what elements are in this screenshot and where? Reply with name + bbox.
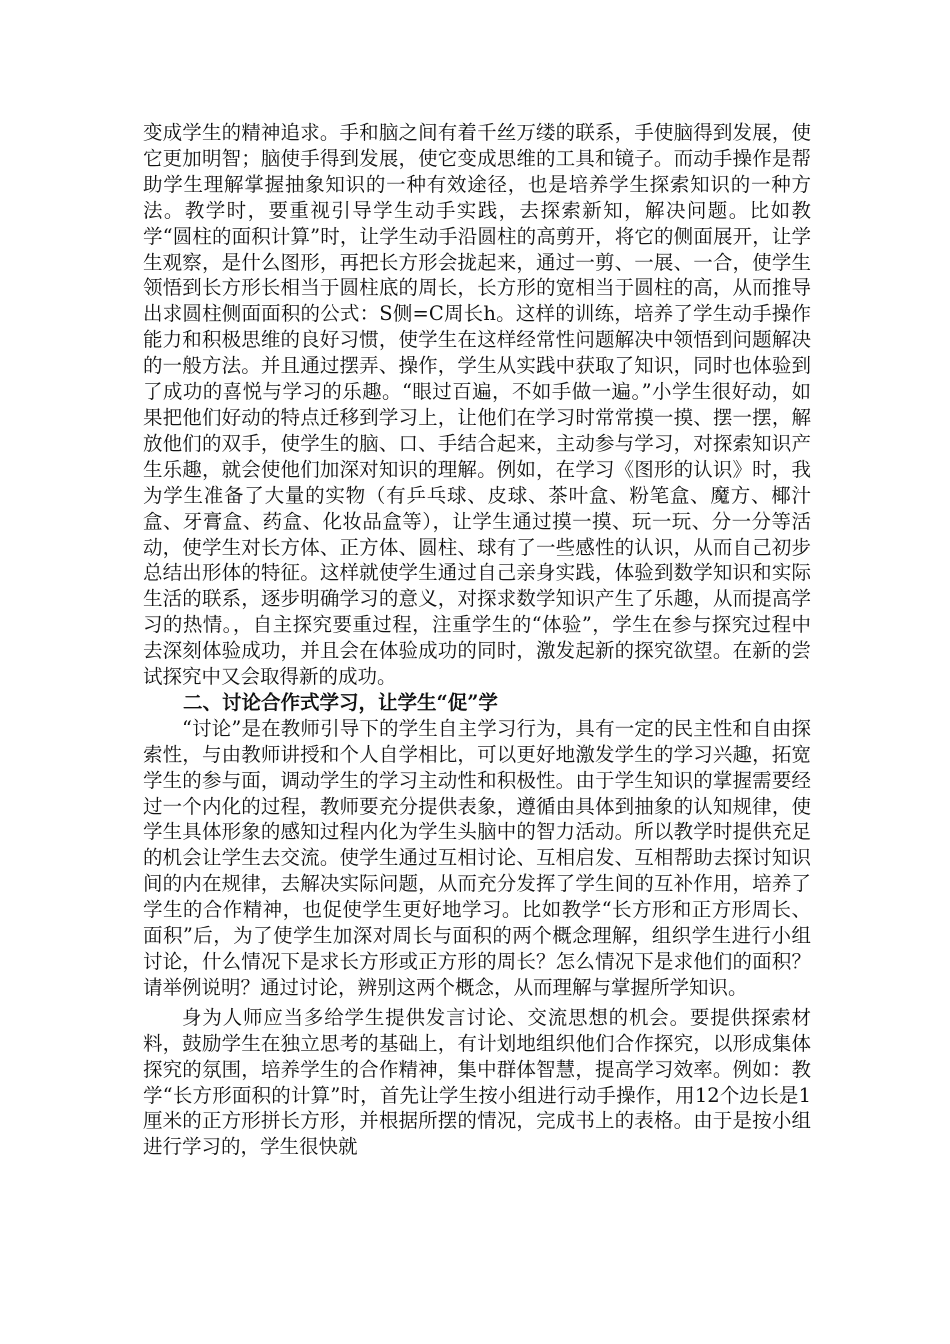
body-paragraph: “讨论”是在教师引导下的学生自主学习行为，具有一定的民主性和自由探索性，与由教师讲授和个人自学相比，可以更好地激发学生的学习兴趣，拓宽学生的参与面，调动学生的学习主动性和积极性。由于学生知识的掌握需要经过一个内化的过程，教师要充分提供表象，遵循由具体到抽象的认知规律，使学生具体形象的感知过程内化为学生头脑中的智力活动。所以教学时提供充足的机会让学生去交流。使学生通过互相讨论、互相启发、互相帮助去探讨知识间的内在规律，去解决实际问题，从而充分发挥了学生间的互补作用，培养了学生的合作精神，也促使学生更好地学习。比如教学“长方形和正方形周长、面积”后，为了使学生加深对周长与面积的两个概念理解，组织学生进行小组讨论，什么情况下是求长方形或正方形的周长？怎么情况下是求他们的面积？请举例说明？通过讨论，辨别这两个概念，从而理解与掌握所学知识。 xyxy=(143,716,811,999)
document-page xyxy=(143,120,811,1160)
body-paragraph: 身为人师应当多给学生提供发言讨论、交流思想的机会。要提供探索材料，鼓励学生在独立思考的基础上，有计划地组织他们合作探究，以形成集体探究的氛围，培养学生的合作精神，集中群体智慧，提高学习效率。例如：教学“长方形面积的计算”时，首先让学生按小组进行动手操作，用12个边长是1厘米的正方形拼长方形，并根据所摆的情况，完成书上的表格。由于是按小组进行学习的，学生很快就 xyxy=(143,1005,811,1159)
section-heading: 二、讨论合作式学习，让学生“促”学 xyxy=(183,690,498,714)
body-paragraph: 变成学生的精神追求。手和脑之间有着千丝万缕的联系，手使脑得到发展，使它更加明智；脑使手得到发展，使它变成思维的工具和镜子。而动手操作是帮助学生理解掌握抽象知识的一种有效途径，也是培养学生探索知识的一种方法。教学时，要重视引导学生动手实践，去探索新知，解决问题。比如教学“圆柱的面积计算”时，让学生动手沿圆柱的高剪开，将它的侧面展开，让学生观察，是什么图形，再把长方形会拢起来，通过一剪、一展、一合，使学生领悟到长方形长相当于圆柱底的周长，长方形的宽相当于圆柱的高，从而推导出求圆柱侧面面积的公式：S侧=C周长h。这样的训练，培养了学生动手操作能力和积极思维的良好习惯，使学生在这样经常性问题解决中领悟到问题解决的一般方法。并且通过摆弄、操作，学生从实践中获取了知识，同时也体验到了成功的喜悦与学习的乐趣。“眼过百遍，不如手做一遍。”小学生很好动，如果把他们好动的特点迁移到学习上，让他们在学习时常常摸一摸、摆一摆，解放他们的双手，使学生的脑、口、手结合起来，主动参与学习，对探索知识产生乐趣，就会使他们加深对知识的理解。例如，在学习《图形的认识》时，我为学生准备了大量的实物（有乒乓球、皮球、茶叶盒、粉笔盒、魔方、椰汁盒、牙膏盒、药盒、化妆品盒等），让学生通过摸一摸、玩一玩、分一分等活动，使学生对长方体、正方体、圆柱、球有了一些感性的认识，从而自己初步总结出形体的特征。这样就使学生通过自己亲身实践，体验到数学知识和实际生活的联系，逐步明确学习的意义，对探求数学知识产生了乐趣，从而提高学习的热情。，自主探究要重过程，注重学生的“体验”，学生在参与探究过程中去深刻体验成功，并且会在体验成功的同时，激发起新的探究欲望。在新的尝试探究中又会取得新的成功。 xyxy=(143,121,811,689)
